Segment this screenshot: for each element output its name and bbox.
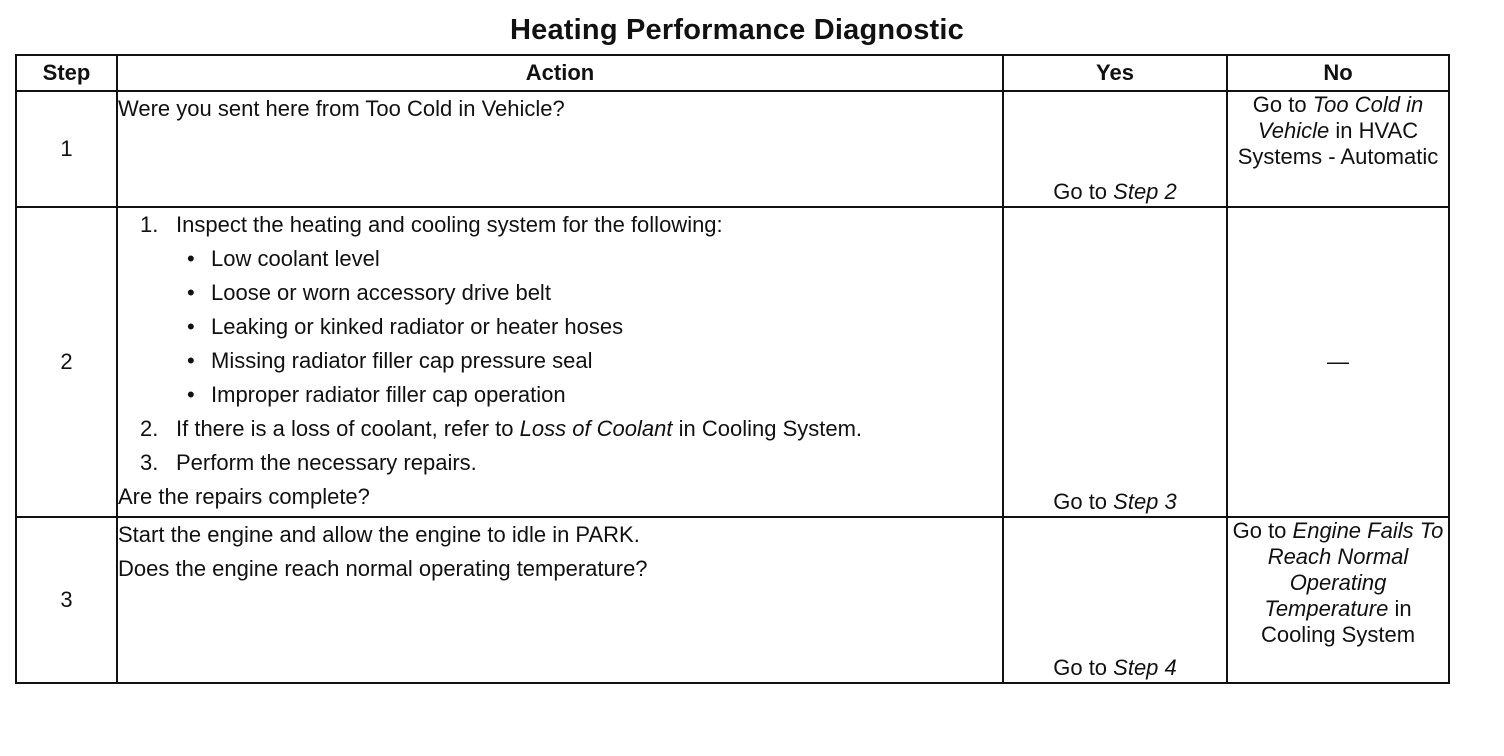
yes-prefix: Go to <box>1053 655 1114 680</box>
yes-prefix: Go to <box>1053 179 1114 204</box>
item-number: 3. <box>140 450 159 475</box>
item-text: Perform the necessary repairs. <box>176 450 477 475</box>
column-header-no: No <box>1227 55 1449 91</box>
bullet-item <box>118 378 1002 412</box>
reference-link[interactable]: Engine Fails To Reach Normal Operating Temperature <box>1264 518 1444 621</box>
table-row <box>16 517 1449 683</box>
yes-result <box>1053 489 1177 514</box>
instruction-text: Start the engine and allow the engine to idle in PARK. <box>118 522 640 547</box>
page-title: Heating Performance Diagnostic <box>510 14 964 46</box>
yes-result <box>1053 655 1177 680</box>
table-row <box>16 207 1449 517</box>
question-text: Were you sent here from Too Cold in Vehicle? <box>118 96 565 121</box>
action-cell <box>117 517 1003 683</box>
table-row <box>16 91 1449 207</box>
step-link[interactable]: Step 2 <box>1113 179 1177 204</box>
action-cell <box>117 207 1003 517</box>
column-header-action: Action <box>117 55 1003 91</box>
bullet-item <box>118 242 1002 276</box>
no-suffix: in HVAC Systems - Automatic <box>1237 118 1439 169</box>
item-suffix: in Cooling System. <box>672 416 863 441</box>
yes-cell <box>1003 207 1227 517</box>
no-prefix: Go to <box>1252 92 1313 117</box>
bullet-item <box>118 276 1002 310</box>
yes-cell <box>1003 517 1227 683</box>
bullet-icon: • <box>187 314 195 339</box>
item-text: Inspect the heating and cooling system for the following: <box>176 212 723 237</box>
item-number: 2. <box>140 416 159 441</box>
action-cell <box>117 91 1003 207</box>
no-prefix: Go to <box>1232 518 1293 543</box>
item-prefix: If there is a loss of coolant, refer to <box>176 416 520 441</box>
table-header-row <box>16 55 1449 91</box>
no-suffix: in Cooling System <box>1260 596 1416 647</box>
bullet-icon: • <box>187 348 195 373</box>
bullet-icon: • <box>187 382 195 407</box>
no-cell <box>1227 91 1449 207</box>
step-link[interactable]: Step 4 <box>1113 655 1177 680</box>
step-number: 1 <box>16 91 117 207</box>
column-header-yes: Yes <box>1003 55 1227 91</box>
column-header-step: Step <box>16 55 117 91</box>
step-number: 3 <box>16 517 117 683</box>
no-cell <box>1227 207 1449 517</box>
numbered-item <box>118 412 1002 446</box>
item-number: 1. <box>140 212 159 237</box>
step-number: 2 <box>16 207 117 517</box>
numbered-item <box>118 208 1002 242</box>
step-link[interactable]: Step 3 <box>1113 489 1177 514</box>
question-text: Are the repairs complete? <box>118 484 370 509</box>
bullet-text: Leaking or kinked radiator or heater hoses <box>211 314 624 339</box>
question-text: Does the engine reach normal operating temperature? <box>118 556 648 581</box>
diagnostic-table <box>15 54 1450 684</box>
bullet-text: Missing radiator filler cap pressure seal <box>211 348 593 373</box>
yes-cell <box>1003 91 1227 207</box>
bullet-item <box>118 310 1002 344</box>
bullet-text: Low coolant level <box>211 246 380 271</box>
reference-link[interactable]: Too Cold in Vehicle <box>1257 92 1424 143</box>
bullet-text: Improper radiator filler cap operation <box>211 382 566 407</box>
numbered-item <box>118 446 1002 480</box>
bullet-item <box>118 344 1002 378</box>
yes-prefix: Go to <box>1053 489 1114 514</box>
reference-link[interactable]: Loss of Coolant <box>519 416 673 441</box>
bullet-text: Loose or worn accessory drive belt <box>211 280 551 305</box>
no-result-dash: — <box>1327 349 1349 374</box>
bullet-icon: • <box>187 246 195 271</box>
no-cell <box>1227 517 1449 683</box>
yes-result <box>1053 179 1177 204</box>
bullet-icon: • <box>187 280 195 305</box>
